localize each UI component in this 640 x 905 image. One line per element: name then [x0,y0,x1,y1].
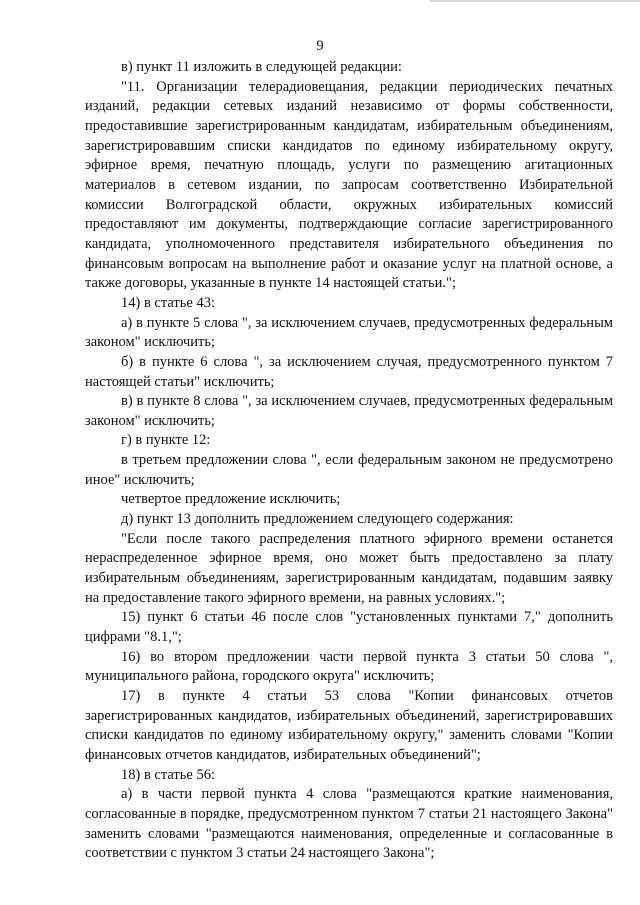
paragraph: 15) пункт 6 статьи 46 после слов "установленных пунктами 7," дополнить цифрами "8.1,"; [85,609,613,646]
paragraph: а) в части первой пункта 4 слова "размещаются краткие наименования, согласованные в порядке, предусмотренном пунктом 7 статьи 21 настоящего Закона" заменить словами "размещаются наименования, определенные и согласованные в соответствии с пунктом 3 статьи 24 настоящего Закона"; [85,786,613,862]
paragraph: д) пункт 13 дополнить предложением следующего содержания: [121,511,514,528]
page-number: 9 [316,38,324,54]
paragraph: 16) во втором предложении части первой пункта 3 статьи 50 слова ", муниципального района, городского округа" исключить; [85,648,613,685]
paragraph: 18) в статье 56: [121,766,215,783]
paragraph: а) в пункте 5 слова ", за исключением случаев, предусмотренных федеральным законом" исключить; [85,314,613,351]
paragraph: 17) в пункте 4 статьи 53 слова "Копии финансовых отчетов зарегистрированных кандидатов, избирательных объединений, зарегистрировавших списки кандидатов по единому избирательному округу," заменить словами "Копии финансовых отчетов кандидатов, избирательных объединений"; [85,688,613,763]
paragraph: в) пункт 11 изложить в следующей редакции: [121,59,402,75]
paragraph: г) в пункте 12: [121,432,211,449]
paragraph: в) в пункте 8 слова ", за исключением случаев, предусмотренных федеральным законом" исключить; [85,393,613,429]
paragraph: четвертое предложение исключить; [121,491,341,508]
paragraph: 14) в статье 43: [121,294,215,311]
paragraph: б) в пункте 6 слова ", за исключением случая, предусмотренного пунктом 7 настоящей статьи" исключить; [85,353,613,390]
paragraph: "11. Организации телерадиовещания, редакции периодических печатных изданий, редакции сетевых изданий независимо от формы собственности, предоставившие зарегистрированным кандидатам, избирательным объединениям, зарегистрировавшим списки кандидатов по единому избирательному округу, эфирное время, печатную площадь, услуги по размещению агитационных материалов в сетевом издании, по запросам соответственно Избирательной комиссии Волгоградской области, окружных избирательных комиссий предоставляют им документы, подтверждающие согласие зарегистрированного кандидата, уполномоченного представителя избирательного объединения по финансовым вопросам на выполнение работ и оказание услуг на платной основе, а также договоры, указанные в пункте 14 настоящей статьи."; [85,78,613,292]
paragraph: в третьем предложении слова ", если федеральным законом не предусмотрено иное" исключить; [85,452,613,488]
document-body [85,58,613,864]
paragraph: "Если после такого распределения платного эфирного времени останется нераспределенное эфирное время, оно может быть предоставлено за плату избирательным объединениям, зарегистрированным кандидатам, подавшим заявку на предоставление такого эфирного времени, на равных условиях."; [85,530,613,606]
